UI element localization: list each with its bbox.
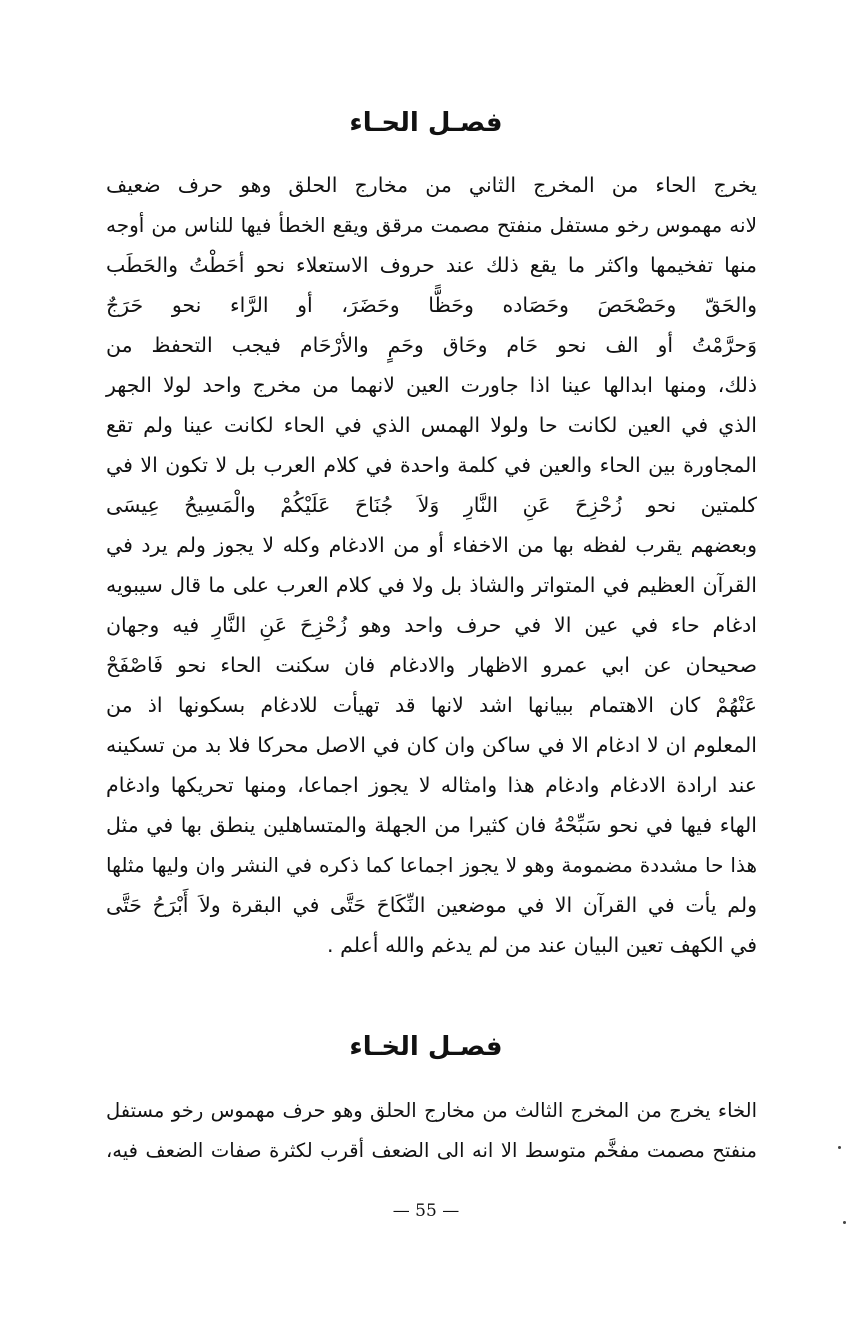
text-line: وبعضهم يقرب لفظه بها من الاخفاء أو من الادغام وكله لا يجوز ولم يرد في <box>106 533 757 557</box>
text-line: كلمتين نحو زُحْزِحَ عَنِ النَّارِ وَلاَ جُنَاحَ عَلَيْكُمْ والْمَسِيحُ عِيسَى <box>106 493 757 517</box>
section-title-khaa: فصـل الخـاء <box>349 1032 503 1062</box>
text-line: عَنْهُمْ كان الاهتمام ببيانها اشد لانها قد تهيأت للادغام بسكونها اذ من <box>106 693 757 717</box>
text-line: عند ارادة الادغام وادغام هذا وامثاله لا يجوز اجماعا، ومنها تحريكها وادغام <box>106 773 757 797</box>
page-number: — 55 — <box>392 1201 460 1221</box>
text-line: ادغام حاء في عين الا في حرف واحد وهو زُحْزِحَ عَنِ النَّارِ فيه وجهان <box>106 613 757 637</box>
text-line: ولم يأت في القرآن الا في موضعين النِّكَاحَ حَتَّى في البقرة ولاَ أَبْرَحُ حَتَّى <box>106 893 757 917</box>
text-line: وَحرَّمْتُ أو الف نحو حَام وحَاق وحَمٍ والأرْحَام فيجب التحفظ من <box>106 333 757 357</box>
text-line: منفتح مصمت مفخَّم متوسط الا انه الى الضعف أقرب لكثرة صفات الضعف فيه، <box>106 1139 757 1162</box>
text-line: منها تفخيمها واكثر ما يقع ذلك عند حروف الاستعلاء نحو أحَطْتُ والحَطَب <box>106 253 757 277</box>
text-line: الهاء فيها في نحو سَبِّحْهُ فان كثيرا من الجهلة والمتساهلين ينطق بها في مثل <box>106 813 757 837</box>
text-line: صحيحان عن ابي عمرو الاظهار والادغام فان سكنت الحاء نحو فَاصْفَحْ <box>106 653 757 677</box>
paragraph-khaa <box>106 1091 757 1171</box>
text-line: المعلوم ان لا ادغام الا في ساكن وان كان في الاصل محركا فلا بد من تسكينه <box>106 733 757 757</box>
text-line: يخرج الحاء من المخرج الثاني من مخارج الحلق وهو حرف ضعيف <box>106 173 757 197</box>
text-line: القرآن العظيم في المتواتر والشاذ بل ولا في كلام العرب على ما قال سيبويه <box>106 573 757 597</box>
text-line: في الكهف تعين البيان عند من لم يدغم والله أعلم . <box>327 933 757 957</box>
paragraph-haa <box>106 165 757 965</box>
text-line: الذي في العين لكانت حا ولولا الهمس الذي في الحاء لكانت عينا ولم تقع <box>106 413 757 437</box>
text-line: لانه مهموس رخو مستفل منفتح مصمت مرقق ويقع الخطأ فيها للناس من أوجه <box>106 213 757 237</box>
text-line: الخاء يخرج من المخرج الثالث من مخارج الحلق وهو حرف مهموس رخو مستفل <box>106 1099 757 1122</box>
section-title-haa: فصـل الحـاء <box>349 108 503 138</box>
text-line: هذا حا مشددة مضمومة وهو لا يجوز اجماعا كما ذكره في النشر وان وليها مثلها <box>106 853 757 877</box>
scan-speck <box>843 1221 846 1224</box>
text-line: والحَقّ وحَصْحَصَ وحَصَاده وحَظًّا وحَضَرَ، أو الرَّاء نحو حَرَجٌ <box>106 293 757 317</box>
text-line: المجاورة بين الحاء والعين في كلمة واحدة في كلام العرب بل لا تكون الا في <box>106 453 757 477</box>
scan-speck <box>838 1146 841 1149</box>
text-line: ذلك، ومنها ابدالها عينا اذا جاورت العين لانهما من مخرج واحد لولا الجهر <box>106 373 757 397</box>
